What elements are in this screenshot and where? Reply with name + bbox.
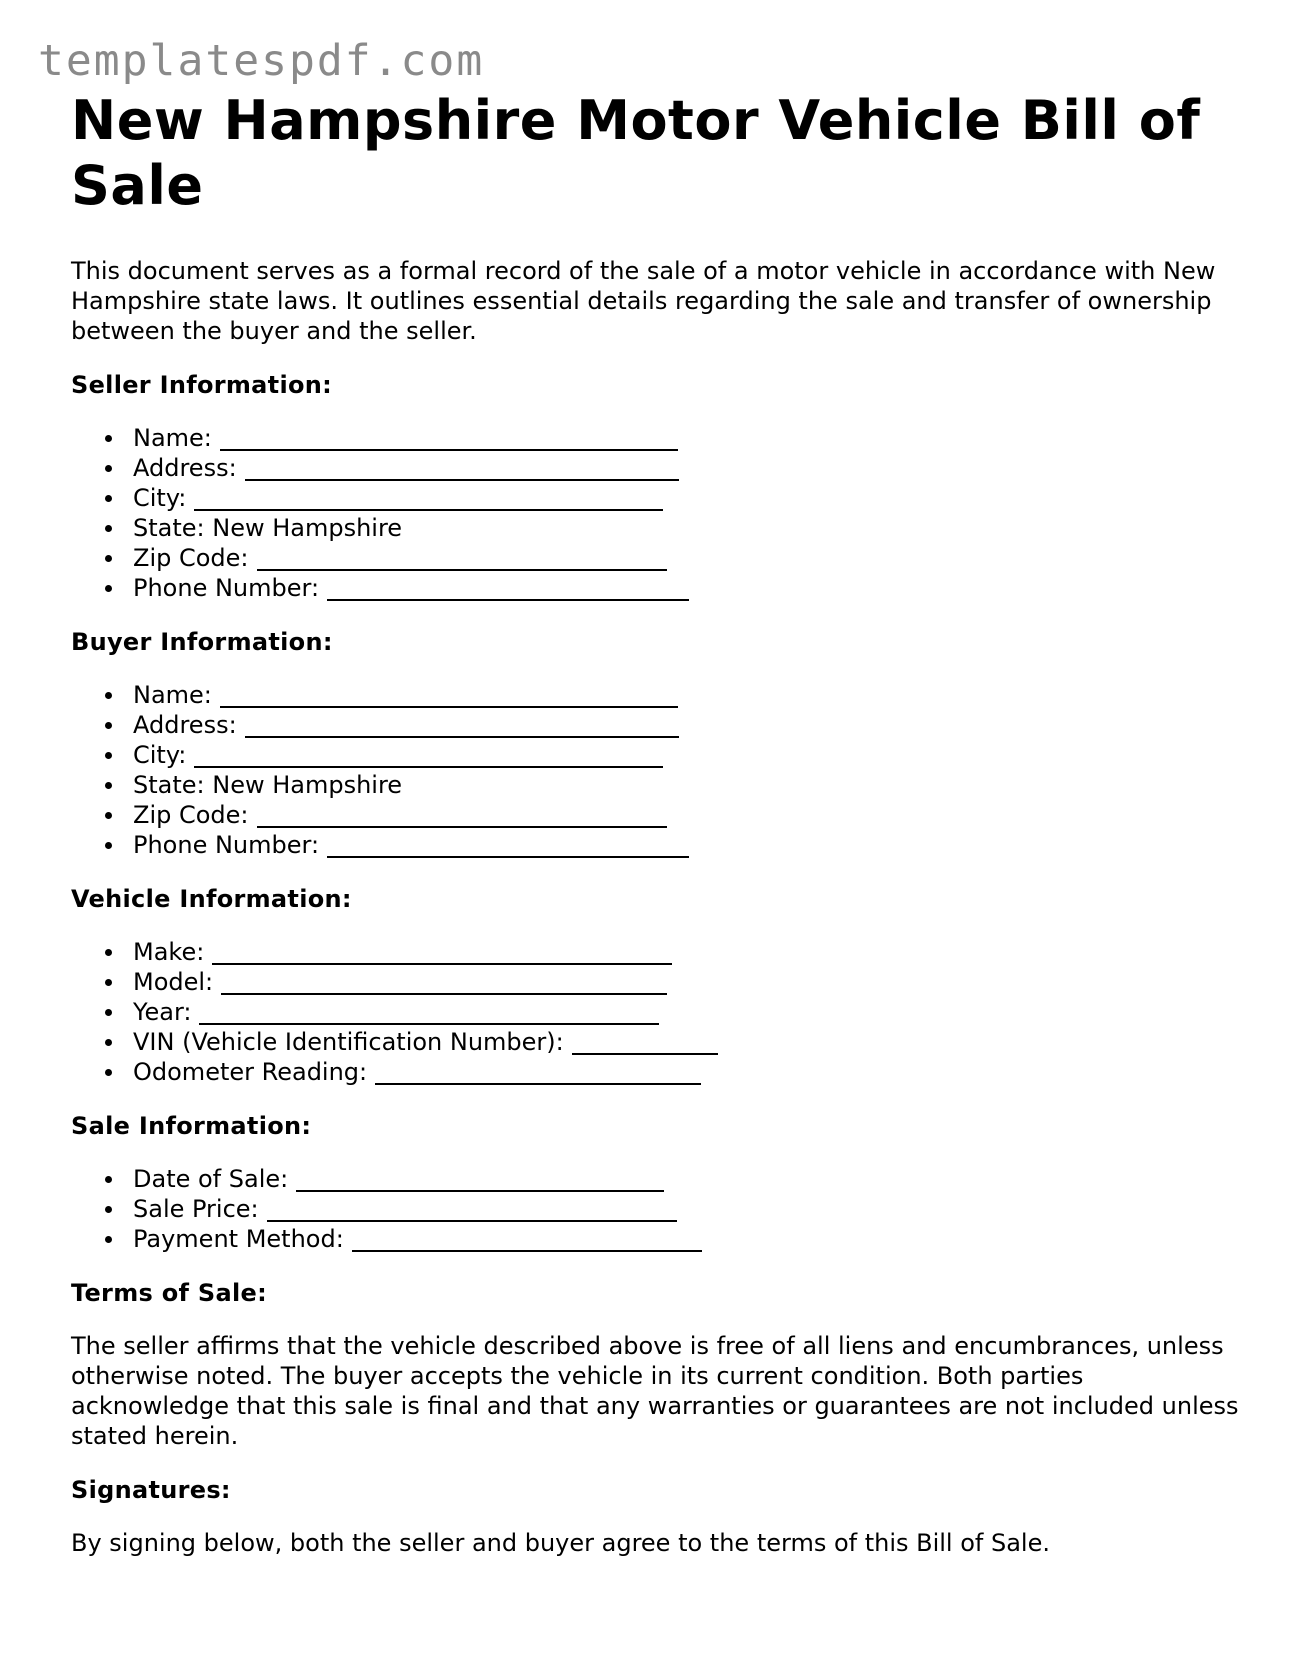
intro-paragraph: This document serves as a formal record of the sale of a motor vehicle in accordance with New Hampshire state laws. It outlines essential details regarding the sale and transfer of ownership between the buyer and the seller. xyxy=(71,257,1216,345)
vehicle-vin-blank[interactable] xyxy=(572,1029,718,1055)
sale-price-field: Sale Price: xyxy=(105,1194,1241,1224)
buyer-address-field: Address: xyxy=(105,710,1241,740)
vehicle-odometer-blank[interactable] xyxy=(375,1059,701,1085)
sale-price-blank[interactable] xyxy=(267,1196,677,1222)
seller-heading: Seller Information: xyxy=(71,371,333,399)
vehicle-odometer-field: Odometer Reading: xyxy=(105,1057,1241,1087)
buyer-city-field: City: xyxy=(105,740,1241,770)
sale-payment-blank[interactable] xyxy=(352,1226,702,1252)
seller-name-blank[interactable] xyxy=(220,425,678,451)
sale-payment-field: Payment Method: xyxy=(105,1224,1241,1254)
vehicle-year-field: Year: xyxy=(105,997,1241,1027)
seller-city-blank[interactable] xyxy=(194,485,663,511)
buyer-address-blank[interactable] xyxy=(245,712,679,738)
vehicle-heading: Vehicle Information: xyxy=(71,885,352,913)
signatures-heading: Signatures: xyxy=(71,1476,231,1504)
sale-date-field: Date of Sale: xyxy=(105,1164,1241,1194)
vehicle-make-blank[interactable] xyxy=(212,939,672,965)
terms-heading: Terms of Sale: xyxy=(71,1279,268,1307)
seller-name-field: Name: xyxy=(105,423,1241,453)
terms-paragraph: The seller affirms that the vehicle described above is free of all liens and encumbrances, unless otherwise noted. The buyer accepts the vehicle in its current condition. Both parties acknowledge that this sale is final and that any warranties or guarantees are not included unless stated herein. xyxy=(71,1332,1239,1450)
buyer-zip-field: Zip Code: xyxy=(105,800,1241,830)
seller-zip-field: Zip Code: xyxy=(105,543,1241,573)
buyer-heading: Buyer Information: xyxy=(71,628,333,656)
sale-heading: Sale Information: xyxy=(71,1112,312,1140)
vehicle-fields xyxy=(71,937,1241,1087)
buyer-city-blank[interactable] xyxy=(194,742,663,768)
sale-fields xyxy=(71,1164,1241,1254)
seller-city-field: City: xyxy=(105,483,1241,513)
vehicle-vin-field: VIN (Vehicle Identification Number): xyxy=(105,1027,1241,1057)
vehicle-model-blank[interactable] xyxy=(221,969,667,995)
seller-zip-blank[interactable] xyxy=(257,545,667,571)
buyer-name-field: Name: xyxy=(105,680,1241,710)
buyer-phone-field: Phone Number: xyxy=(105,830,1241,860)
watermark: templatespdf.com xyxy=(38,36,485,86)
document-body xyxy=(71,88,1241,1558)
vehicle-year-blank[interactable] xyxy=(199,999,659,1025)
seller-address-field: Address: xyxy=(105,453,1241,483)
seller-phone-blank[interactable] xyxy=(327,575,689,601)
buyer-zip-blank[interactable] xyxy=(257,802,667,828)
seller-address-blank[interactable] xyxy=(245,455,679,481)
vehicle-make-field: Make: xyxy=(105,937,1241,967)
signatures-paragraph: By signing below, both the seller and buyer agree to the terms of this Bill of Sale. xyxy=(71,1529,1050,1557)
buyer-fields xyxy=(71,680,1241,860)
buyer-phone-blank[interactable] xyxy=(327,832,689,858)
seller-state-field: State: New Hampshire xyxy=(105,513,1241,543)
buyer-state-field: State: New Hampshire xyxy=(105,770,1241,800)
document-title: New Hampshire Motor Vehicle Bill of Sale xyxy=(71,89,1201,217)
buyer-name-blank[interactable] xyxy=(220,682,678,708)
seller-phone-field: Phone Number: xyxy=(105,573,1241,603)
sale-date-blank[interactable] xyxy=(296,1166,664,1192)
vehicle-model-field: Model: xyxy=(105,967,1241,997)
seller-fields xyxy=(71,423,1241,603)
